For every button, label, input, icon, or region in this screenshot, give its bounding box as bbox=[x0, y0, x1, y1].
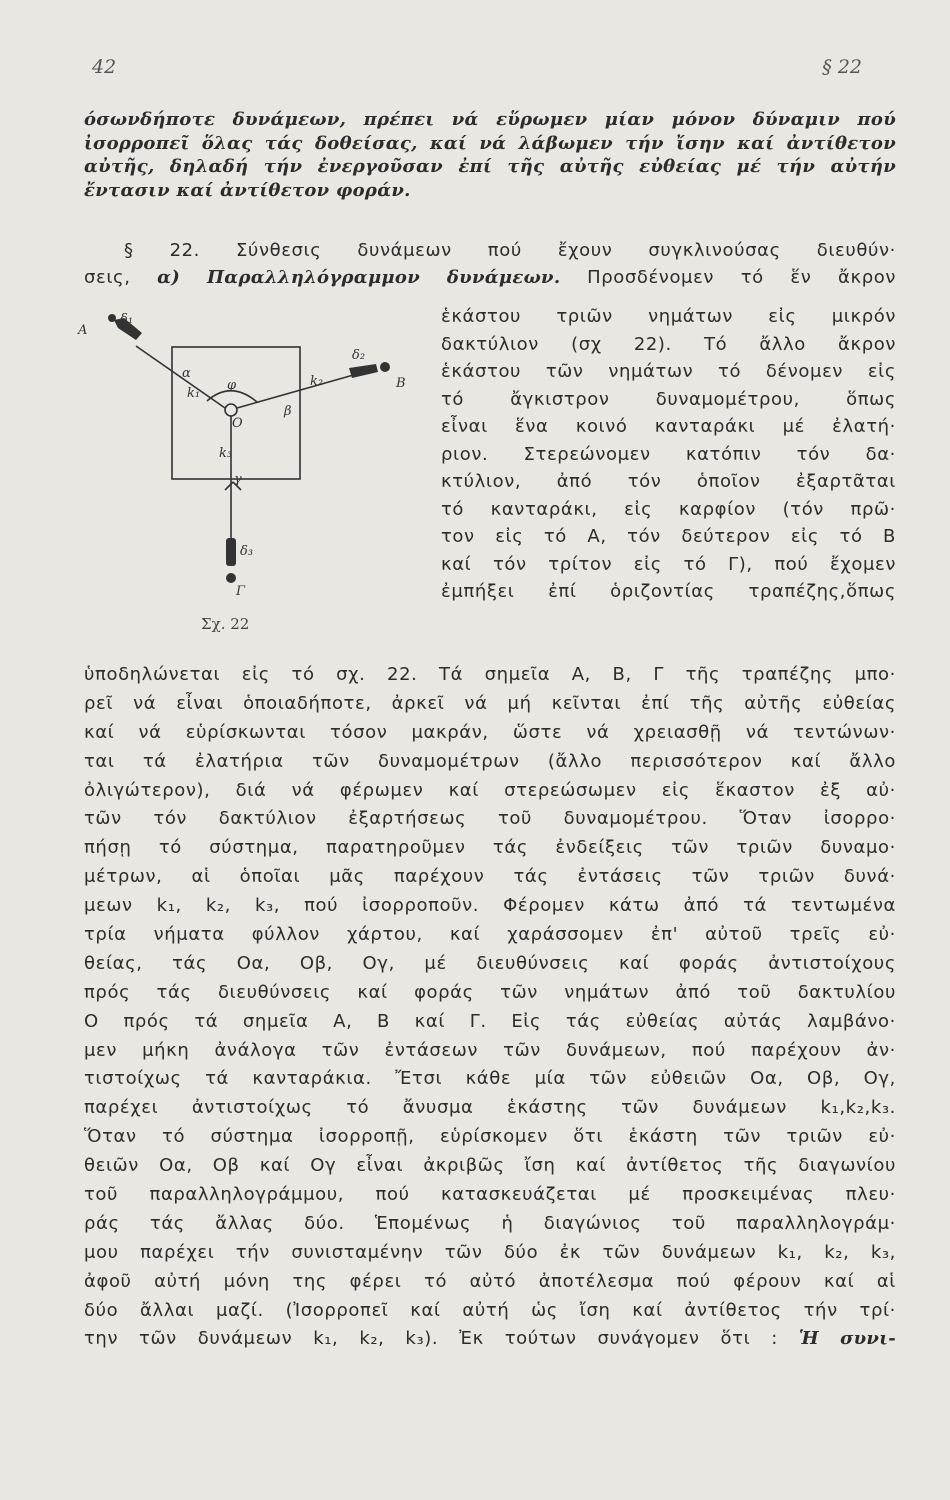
text-line: τρία νήματα φύλλον χάρτου, καί χαράσσομεν ἐπ' αὐτοῦ τρεῖς εὐ· bbox=[84, 924, 896, 946]
text-line: ἑκάστου τριῶν νημάτων εἰς μικρόν bbox=[441, 306, 896, 327]
text-line: δακτύλιον (σχ 22). Τό ἄλλο ἄκρον bbox=[441, 333, 896, 355]
label-d1: δ₁ bbox=[120, 312, 134, 327]
text-line: δύο ἄλλαι μαζί. (Ἰσορροπεῖ καί αὐτή ὡς ἴση καί ἀντίθετος τήν τρί· bbox=[84, 1299, 896, 1321]
text-line: ὀλιγώτερον), διά νά φέρωμεν καί στερεώσωμεν εἰς ἕκαστον ἐξ αὐ· bbox=[84, 779, 896, 801]
text-line bbox=[84, 264, 896, 291]
figure-caption: Σχ. 22 bbox=[201, 615, 250, 633]
text-line: όσωνδήποτε δυνάμεων, πρέπει νά εὕρωμεν μίαν μόνον δύναμιν πού bbox=[84, 109, 896, 130]
intro-paragraph bbox=[84, 108, 896, 202]
label-k1: k₁ bbox=[187, 386, 201, 401]
dynamometer-d3 bbox=[226, 538, 236, 566]
label-B: Β bbox=[396, 376, 406, 391]
label-k3: k₃ bbox=[219, 446, 233, 461]
pin-B bbox=[380, 362, 390, 372]
figure-side-text bbox=[441, 303, 896, 606]
thread-to-A bbox=[136, 346, 225, 408]
text-line: μέτρων, αἱ ὁποῖαι μᾶς παρέχουν τάς ἐντάσεις τῶν τριῶν δυνά· bbox=[84, 866, 896, 888]
text-line: ριον. Στερεώνομεν κατόπιν τόν δα· bbox=[441, 443, 896, 465]
subsection-title: α) Παραλληλόγραμμον δυνάμεων. bbox=[157, 267, 561, 288]
text-line: τοῦ παραλληλογράμμου, πού κατασκευάζεται μέ προσκειμένας πλευ· bbox=[84, 1184, 896, 1206]
text-line: Ὅταν τό σύστημα ἰσορροπῇ, εὑρίσκομεν ὅτι ἑκάστη τῶν τριῶν εὐ· bbox=[84, 1126, 896, 1148]
figure-22 bbox=[78, 306, 424, 658]
force-diagram bbox=[84, 306, 424, 658]
text-line: ράς τάς ἄλλας δύο. Ἑπομένως ἡ διαγώνιος τοῦ παραλληλογράμ· bbox=[84, 1212, 896, 1234]
label-b: β bbox=[284, 404, 292, 419]
text-line: ἔντασιν καί ἀντίθετον φοράν. bbox=[84, 179, 411, 201]
text-line: εἶναι ἕνα κοινό κανταράκι μέ ἐλατή· bbox=[441, 416, 896, 437]
section-line-end: Προσδένομεν τό ἕν ἄκρον bbox=[587, 267, 896, 288]
text-line: θείας, τάς Οα, Οβ, Ογ, μέ διευθύνσεις καί φοράς ἀντιστοίχους bbox=[84, 952, 896, 974]
pin-A bbox=[108, 314, 116, 322]
dynamometer-d2 bbox=[349, 364, 378, 378]
text-line: τό ἄγκιστρον δυναμομέτρου, ὅπως bbox=[441, 388, 896, 410]
section-heading-paragraph bbox=[84, 237, 896, 291]
text-line: τό κανταράκι, εἰς καρφίον (τόν πρῶ· bbox=[441, 498, 896, 520]
section-reference: § 22 bbox=[822, 56, 862, 78]
last-line-emphasis: Ἡ συνι- bbox=[798, 1328, 897, 1350]
label-k2: k₂ bbox=[310, 374, 324, 389]
text-line: τῶν τόν δακτύλιον ἐξαρτήσεως τοῦ δυναμομέτρου. Ὅταν ἰσορρο· bbox=[84, 808, 896, 830]
ring-O bbox=[225, 404, 237, 416]
text-line: καί νά εὑρίσκωνται τόσον μακράν, ὥστε νά χρειασθῇ νά τεντώνων· bbox=[84, 721, 896, 743]
section-title: § 22. Σύνθεσις δυνάμεων πού ἔχουν συγκλινούσας διευθύν· bbox=[124, 240, 896, 261]
pin-G bbox=[226, 573, 236, 583]
text-line: μεων k₁, k₂, k₃, πού ἰσορροποῦν. Φέρομεν κάτω ἀπό τά τεντωμένα bbox=[84, 895, 896, 917]
label-A: Α bbox=[78, 323, 88, 338]
page-header bbox=[90, 56, 862, 86]
last-line-text: την τῶν δυνάμεων k₁, k₂, k₃). Ἐκ τούτων συνάγομεν ὅτι : bbox=[84, 1328, 778, 1350]
label-g: γ bbox=[234, 472, 242, 487]
text-line: καί τόν τρίτον εἰς τό Γ), πού ἔχομεν bbox=[441, 553, 896, 575]
text-line: πήσῃ τό σύστημα, παρατηροῦμεν τάς ἐνδείξεις τῶν τριῶν δυναμο· bbox=[84, 837, 896, 859]
text-line: κτύλιον, ἀπό τόν ὁποῖον ἐξαρτᾶται bbox=[441, 471, 896, 492]
section-line-start: σεις, bbox=[84, 267, 131, 288]
text-line: τιστοίχως τά κανταράκια. Ἔτσι κάθε μία τῶν εὐθειῶν Οα, Οβ, Ογ, bbox=[84, 1068, 896, 1090]
text-line: ἐμπήξει ἐπί ὁριζοντίας τραπέζης,ὅπως bbox=[441, 581, 896, 602]
body-paragraph bbox=[84, 661, 896, 1354]
text-line: ἑκάστου τῶν νημάτων τό δένομεν εἰς bbox=[441, 361, 896, 382]
text-line: ἰσορροπεῖ ὅλας τάς δοθείσας, καί νά λάβωμεν τήν ἴσην καί ἀντίθετον bbox=[84, 132, 896, 154]
text-line: Ο πρός τά σημεῖα Α, Β καί Γ. Εἰς τάς εὐθείας αὐτάς λαμβάνο· bbox=[84, 1010, 896, 1032]
text-line: ἀφοῦ αὐτή μόνη της φέρει τό αὐτό ἀποτέλεσμα πού φέρουν καί αἱ bbox=[84, 1270, 896, 1292]
text-line: μου παρέχει τήν συνισταμένην τῶν δύο ἐκ τῶν δυνάμεων k₁, k₂, k₃, bbox=[84, 1241, 896, 1263]
text-line: θειῶν Οα, Οβ καί Ογ εἶναι ἀκριβῶς ἴση καί ἀντίθετος τῆς διαγωνίου bbox=[84, 1155, 896, 1177]
label-d2: δ₂ bbox=[352, 348, 366, 363]
text-line: ται τά ἐλατήρια τῶν δυναμομέτρων (ἄλλο περισσότερον καί ἄλλο bbox=[84, 750, 896, 772]
label-O: Ο bbox=[232, 416, 243, 431]
text-line: αὐτῆς, δηλαδή τήν ἐνεργοῦσαν ἐπί τῆς αὐτῆς εὐθείας μέ τήν αὐτήν bbox=[84, 156, 896, 177]
label-G: Γ bbox=[236, 584, 246, 599]
text-line bbox=[84, 1325, 896, 1354]
text-line: τον εἰς τό Α, τόν δεύτερον εἰς τό Β bbox=[441, 526, 896, 547]
text-line: ρεῖ νά εἶναι ὁποιαδήποτε, ἀρκεῖ νά μή κεῖνται ἐπί τῆς αὐτῆς εὐθείας bbox=[84, 692, 896, 714]
text-line: πρός τάς διευθύνσεις καί φοράς τῶν νημάτων ἀπό τοῦ δακτυλίου bbox=[84, 981, 896, 1003]
label-d3: δ₃ bbox=[240, 544, 254, 559]
label-phi: φ bbox=[227, 378, 237, 393]
label-a: α bbox=[182, 366, 191, 381]
text-line: παρέχει ἀντιστοίχως τό ἄνυσμα ἑκάστης τῶν δυνάμεων k₁,k₂,k₃. bbox=[84, 1097, 896, 1119]
page-number: 42 bbox=[92, 56, 117, 78]
text-line: μεν μήκη ἀνάλογα τῶν ἐντάσεων τῶν δυνάμεων, πού παρέχουν ἀν· bbox=[84, 1039, 896, 1061]
text-line: ὑποδηλώνεται εἰς τό σχ. 22. Τά σημεῖα Α, Β, Γ τῆς τραπέζης μπο· bbox=[84, 664, 896, 685]
